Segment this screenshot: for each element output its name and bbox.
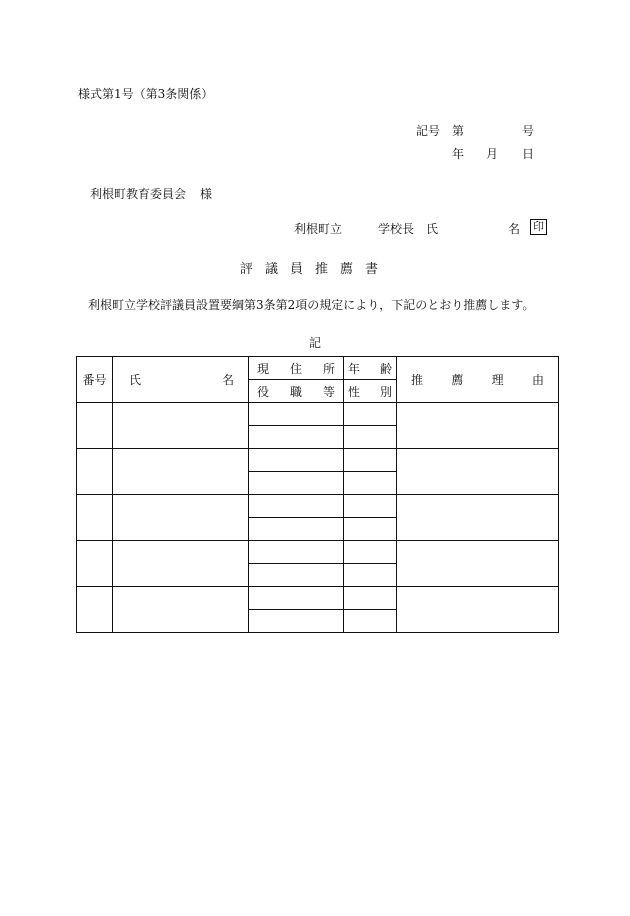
cell-number[interactable] [77, 587, 113, 633]
cell-reason[interactable] [397, 403, 559, 449]
addressee [90, 185, 212, 202]
header-number: 番号 [77, 357, 113, 403]
cell-number[interactable] [77, 495, 113, 541]
header-reason-char: 推 [411, 373, 424, 387]
cell-address[interactable] [249, 587, 344, 610]
cell-name[interactable] [113, 403, 249, 449]
header-address [249, 357, 344, 380]
sender-title: 学校長 [378, 222, 415, 236]
cell-address[interactable] [249, 495, 344, 518]
addressee-honorific: 様 [200, 187, 213, 201]
header-age [344, 357, 397, 380]
cell-name[interactable] [113, 495, 249, 541]
date-day: 日 [522, 147, 535, 161]
table-row [77, 541, 559, 564]
cell-gender[interactable] [344, 426, 397, 449]
cell-gender[interactable] [344, 472, 397, 495]
ref-label: 記号 [416, 124, 441, 138]
cell-reason[interactable] [397, 449, 559, 495]
cell-position[interactable] [249, 610, 344, 633]
cell-age[interactable] [344, 541, 397, 564]
cell-position[interactable] [249, 426, 344, 449]
header-reason [397, 357, 559, 403]
cell-number[interactable] [77, 403, 113, 449]
addressee-name: 利根町教育委員会 [90, 187, 187, 201]
cell-reason[interactable] [397, 541, 559, 587]
header-address-char: 現 [257, 361, 270, 376]
cell-age[interactable] [344, 449, 397, 472]
table-row [77, 449, 559, 472]
cell-number[interactable] [77, 449, 113, 495]
header-name-1: 氏 [129, 373, 142, 387]
sender-name-label-2: 名 [508, 222, 521, 236]
form-number: 様式第1号（第3条関係） [78, 87, 214, 101]
table-row [77, 495, 559, 518]
cell-age[interactable] [344, 587, 397, 610]
date-year: 年 [452, 147, 465, 161]
header-name [113, 357, 249, 403]
header-position-char: 役 [257, 384, 270, 399]
header-gender-char: 性 [348, 384, 361, 399]
header-address-char: 所 [322, 361, 335, 376]
cell-number[interactable] [77, 541, 113, 587]
ki-mark: 記 [308, 336, 321, 350]
header-position [249, 380, 344, 403]
seal-mark: 印 [530, 219, 547, 235]
header-age-char: 齢 [379, 361, 392, 376]
cell-name[interactable] [113, 541, 249, 587]
cell-name[interactable] [113, 449, 249, 495]
ref-prefix: 第 [452, 124, 465, 138]
cell-gender[interactable] [344, 610, 397, 633]
header-address-char: 住 [289, 361, 302, 376]
cell-reason[interactable] [397, 495, 559, 541]
sender-school-prefix: 利根町立 [294, 222, 343, 236]
cell-age[interactable] [344, 495, 397, 518]
date-month: 月 [486, 147, 499, 161]
sender-name-label-1: 氏 [426, 222, 439, 236]
body-text: 利根町立学校評議員設置要綱第3条第2項の規定により，下記のとおり推薦します。 [88, 298, 535, 312]
document-title: 評議員推薦書 [239, 262, 390, 277]
cell-position[interactable] [249, 564, 344, 587]
cell-name[interactable] [113, 587, 249, 633]
recommendation-table [76, 356, 559, 633]
header-position-char: 等 [322, 384, 335, 399]
header-name-2: 名 [221, 373, 234, 387]
header-reason-char: 由 [531, 373, 544, 387]
cell-address[interactable] [249, 403, 344, 426]
cell-address[interactable] [249, 541, 344, 564]
ref-suffix: 号 [522, 124, 535, 138]
cell-position[interactable] [249, 472, 344, 495]
header-gender-char: 別 [379, 384, 392, 399]
header-reason-char: 薦 [451, 373, 464, 387]
cell-gender[interactable] [344, 518, 397, 541]
header-reason-char: 理 [491, 373, 504, 387]
header-position-char: 職 [289, 384, 302, 399]
table-row [77, 587, 559, 610]
cell-age[interactable] [344, 403, 397, 426]
cell-address[interactable] [249, 449, 344, 472]
header-gender [344, 380, 397, 403]
cell-reason[interactable] [397, 587, 559, 633]
header-age-char: 年 [348, 361, 361, 376]
cell-position[interactable] [249, 518, 344, 541]
table-row [77, 403, 559, 426]
cell-gender[interactable] [344, 564, 397, 587]
